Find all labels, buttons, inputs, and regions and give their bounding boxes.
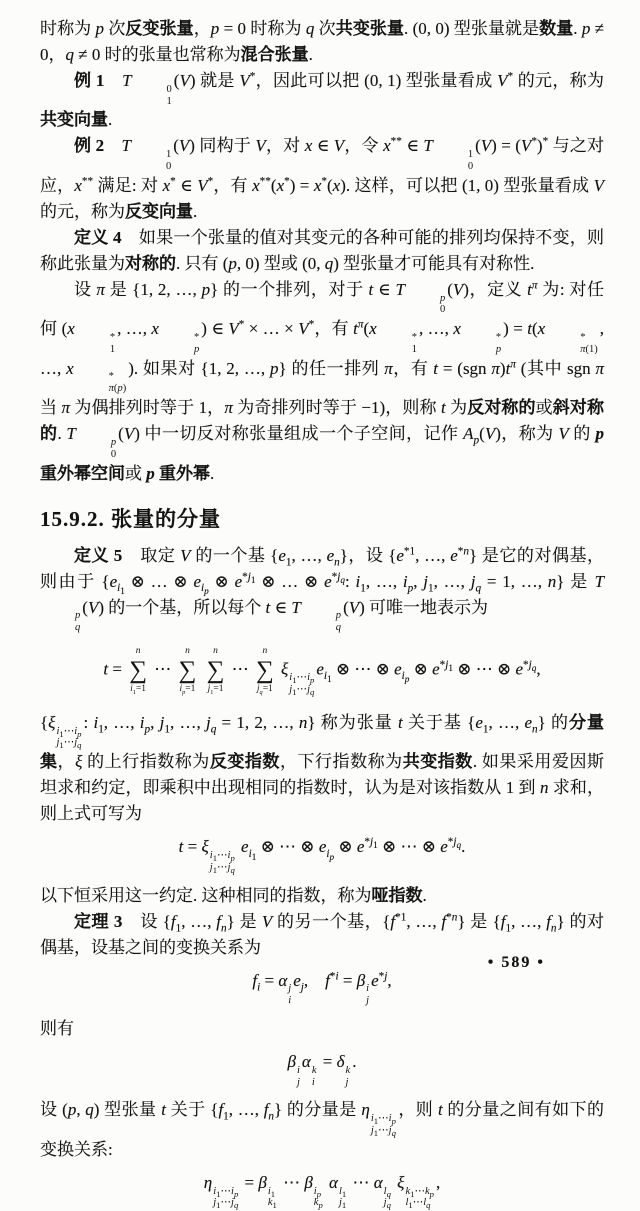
section-heading: 15.9.2. 张量的分量 — [40, 506, 221, 531]
paragraph-definition-4: 定义 4 如果一个张量的值对其变元的各种可能的排列均保持不变，则称此张量为对称的. 只有 (p, 0) 型或 (0, q) 型张量才可能具有对称性. — [40, 227, 605, 273]
formula-sum-expansion: t = n ∑ $i_1=1$ ⋯ n ∑ $i_p=1$ n ∑ $j_1=1$ ⋯ n ∑ $j_q=1$ ξ $i_1\cdots i_p$ $j_1\cdots j_q$ $e_{i_1}$ ⊗ ⋯ ⊗ $e_{i_p}$ ⊗ $e^{*j_1}$ ⊗ ⋯ ⊗ $e^{*j_q}$, — [103, 645, 541, 697]
paragraph-then: 则有 — [40, 1018, 74, 1038]
formula-basis-change: $f_i = \alpha$ j i $e_j$, $f^{*i} = \beta$ i j $e^{*j}$, — [252, 969, 392, 1007]
page-number: • 589 • — [487, 954, 545, 971]
paragraph-example-1: 例 1 T 0 1 (V) 就是 V*，因此可以把 (0, 1) 型张量看成 V* 的元，称为共变向量. — [40, 70, 605, 130]
paragraph-antisymmetric-permutation: 设 π 是 {1, 2, …, p} 的一个排列，对于 t ∈ T p 0 (V)，定义 $t^\pi$ 为: 对任何 (x * 1 , …, x * p ) ∈ V* × … × V*，有 $t^\pi(x$ * 1 , …, x * p ) = t(x * π(1) , …, x * π(p) ). 如果对 {1, 2, …, p} 的任一排列 π，有 t = (sgn $\pi)t^\pi$ (其中 sgn π 当 π 为偶排列时等于 1，π 为奇排列时等于 −1)，则称 t 为反对称的或斜对称的. T p 0 (V) 中一切反对称张量组成一个子空间，记作 $A_p(V)$，称为 V 的 p 重外幂空间或 p 重外幂. — [40, 279, 605, 483]
paragraph-definition-5: 定义 5 取定 V 的一个基 {$e_1$, …, $e_n$}，设 {$e^{*1}$, …, $e^{*n}$} 是它的对偶基，则由于 {$e_{i_1}$ ⊗ … ⊗ $e_{i_p}$ ⊗ $e^{*j_1}$ ⊗ … ⊗ $e^{*j_q}$: $i_1$, …, $i_p$, $j_1$, …, $j_q = 1$, …, n} 是 T p q (V) 的一个基，所以每个 t ∈ T p q (V) 可唯一地表示为 — [40, 544, 605, 634]
paragraph-example-2: 例 2 T 1 0 (V) 同构于 V，对 x ∈ V，令 x** ∈ T 1 0 (V) = (V*)* 与之对应，x** 满足: 对 x* ∈ V*，有 x**(x*) = x*(x). 这样，可以把 (1, 0) 型张量看成 V 的元，称为反变向量. — [40, 135, 605, 221]
formula-einstein-notation: t = ξ $i_1\cdots i_p$ $j_1\cdots j_q$ $e_{i_1}$ ⊗ ⋯ ⊗ $e_{i_p}$ ⊗ $e^{*j_1}$ ⊗ ⋯ ⊗ $e^{*j_q}$. — [178, 836, 466, 875]
paragraph-components: {ξ $i_1\cdots i_p$ $j_1\cdots j_q$ : $i_1$, …, $i_p$, $j_1$, …, $j_q = 1$, 2, …, n} 称为张量 t 关于基 {$e_1$, …, $e_n$} 的分量集，ξ 的上行指数称为反变指数，下行指数称为共变指数. 如果采用爱因斯坦求和约定，即乘积中出现相同的指数时，认为是对该指数从 1 到 n 求和，则上式可写为 — [40, 712, 605, 824]
paragraph-dummy-index: 以下恒采用这一约定. 这种相同的指数，称为哑指数. — [40, 885, 427, 905]
formula-delta-relation: β i j α k i = δ k j . — [287, 1051, 357, 1088]
paragraph-theorem-3: 定理 3 设 {$f_1$, …, $f_n$} 是 V 的另一个基，{$f^{*1}$, …, $f^{*n}$} 是 {$f_1$, …, $f_n$} 的对偶基，设基之间的变换关系为 — [40, 910, 604, 957]
paragraph-continuation: 时称为 p 次反变张量，p = 0 时称为 q 次共变张量. (0, 0) 型张量就是数量. p ≠ 0，q ≠ 0 时的张量也常称为混合张量. — [40, 19, 605, 64]
paragraph-transform-intro: 设 (p, q) 型张量 t 关于 {$f_1$, …, $f_n$} 的分量是 η $i_1\cdots i_p$ $j_1\cdots j_q$ ，则 t 的分量之间有如下的变换关系: — [40, 1100, 605, 1159]
formula-component-transform: η $i_1\cdots i_p$ $j_1\cdots j_q$ = β $i_1$ $k_1$ ⋯ β $i_p$ $k_p$ α $l_1$ $j_1$ ⋯ α $l_q$ $j_q$ ξ $k_1\cdots k_p$ $l_1\cdots l_q$ , — [203, 1172, 441, 1211]
